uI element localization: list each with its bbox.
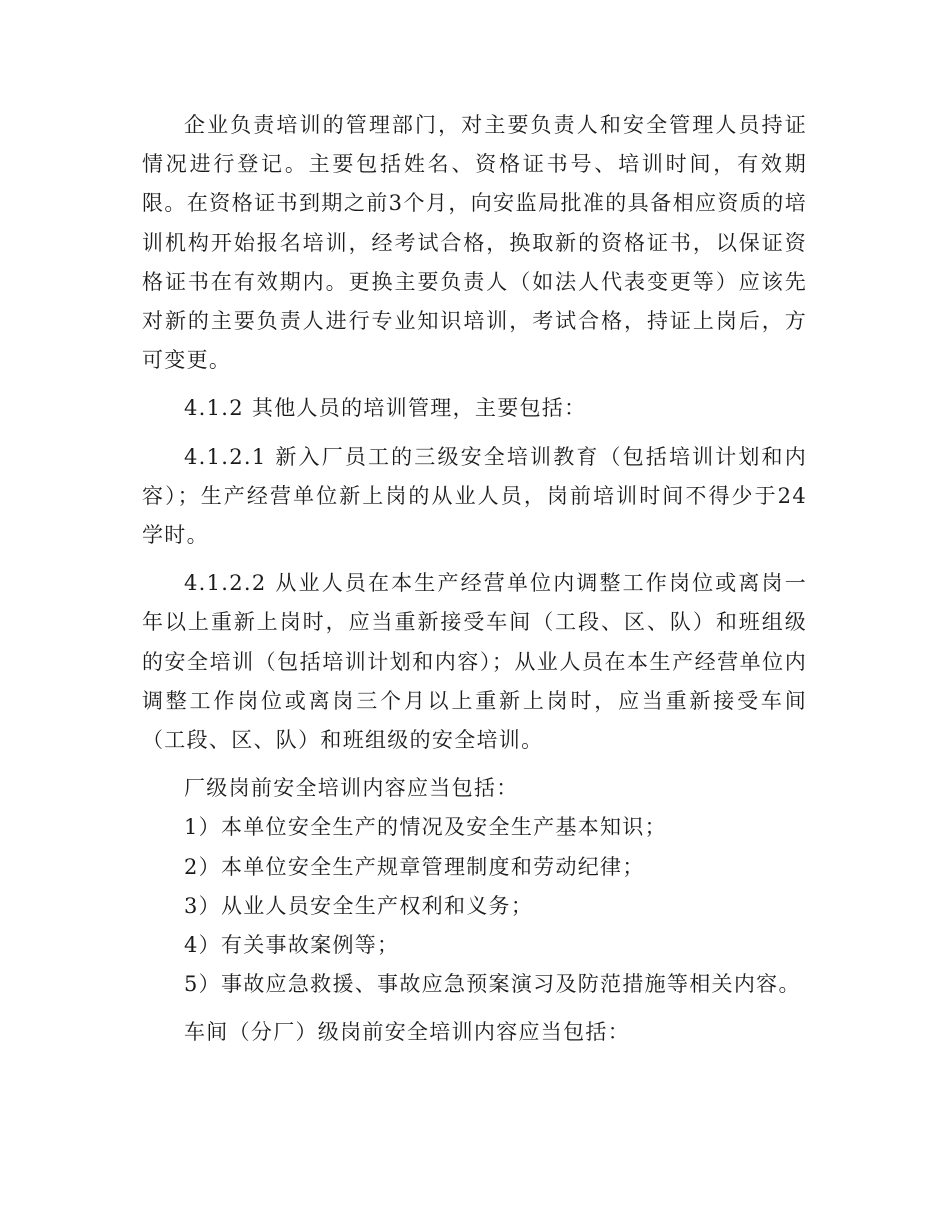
paragraph-workshop-level-intro: 车间（分厂）级岗前安全培训内容应当包括： [184, 1020, 630, 1045]
list-item: 4）有关事故案例等； [184, 933, 400, 958]
paragraph-factory-level-intro: 厂级岗前安全培训内容应当包括： [184, 776, 519, 801]
paragraph-4-1-2-2: 4.1.2.2 从业人员在本生产经营单位内调整工作岗位或离岗一年以上重新上岗时，应当重新接受车间（工段、区、队）和班组级的安全培训（包括培训计划和内容）；从业人员在本生产经营单位内调整工作岗位或离岗三个月以上重新上岗时，应当重新接受车间（工段、区、队）和班组级的安全培训。 [142, 571, 807, 753]
list-item: 5）事故应急救援、事故应急预案演习及防范措施等相关内容。 [184, 972, 801, 997]
paragraph-4-1-2-1: 4.1.2.1 新入厂员工的三级安全培训教育（包括培训计划和内容）；生产经营单位新上岗的从业人员，岗前培训时间不得少于24学时。 [142, 444, 807, 548]
heading-4-1-2: 4.1.2 其他人员的培训管理，主要包括： [184, 396, 587, 421]
document-body [142, 106, 807, 1053]
list-item: 2）本单位安全生产规章管理制度和劳动纪律； [184, 854, 645, 879]
list-item: 3）从业人员安全生产权利和义务； [184, 893, 534, 918]
list-item: 1）本单位安全生产的情况及安全生产基本知识； [184, 815, 667, 840]
paragraph-certificate-management: 企业负责培训的管理部门，对主要负责人和安全管理人员持证情况进行登记。主要包括姓名、资格证书号、培训时间，有效期限。在资格证书到期之前3个月，向安监局批准的具备相应资质的培训机构开始报名培训，经考试合格，换取新的资格证书，以保证资格证书在有效期内。更换主要负责人（如法人代表变更等）应该先对新的主要负责人进行专业知识培训，考试合格，持证上岗后，方可变更。 [142, 113, 807, 373]
